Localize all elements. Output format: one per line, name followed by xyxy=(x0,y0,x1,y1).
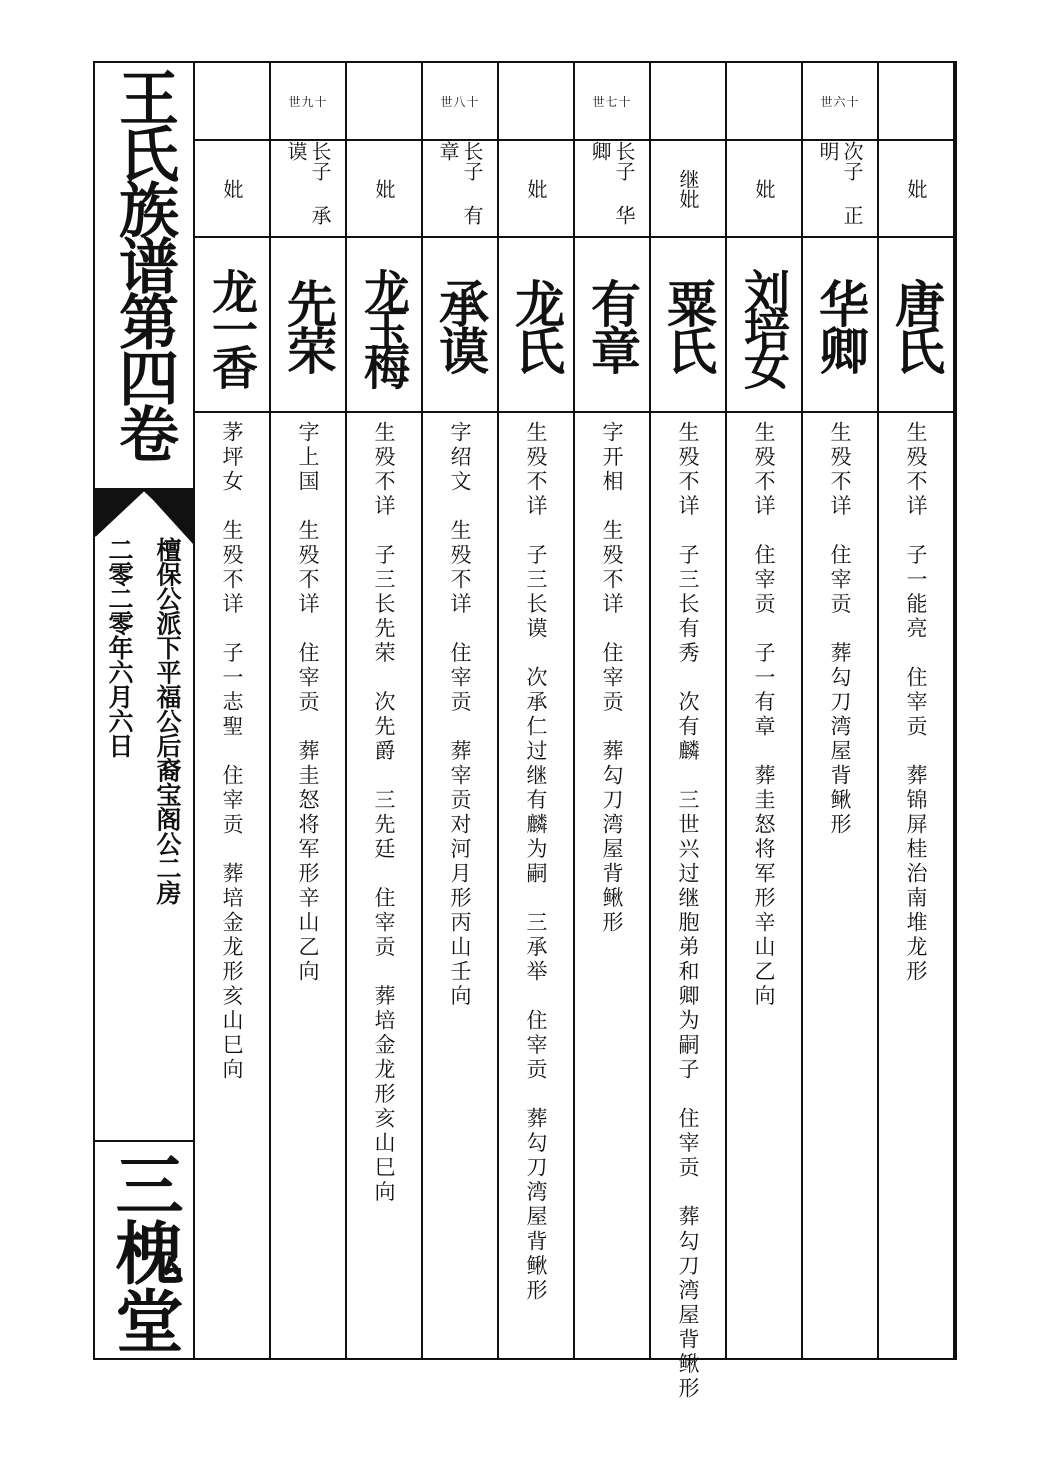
name-cell xyxy=(195,238,269,413)
relation-label: 继妣 xyxy=(676,168,700,209)
relation-cell xyxy=(347,141,421,238)
detail-cell xyxy=(727,413,801,1358)
detail-cell xyxy=(651,413,725,1401)
relation-label: 妣 xyxy=(524,178,548,199)
person-column xyxy=(423,63,499,1358)
generation-label: 世八十 xyxy=(440,94,480,109)
detail-text: 生殁不详 子三长谟 次承仁过继有麟为嗣 三承举 住宰贡 葬勾刀湾屋 xyxy=(524,421,548,1230)
generation-cell xyxy=(651,63,725,141)
relation-label: 次子 正明 xyxy=(816,141,864,225)
generation-cell xyxy=(423,63,497,141)
branch-lineage-text: 檀保公派下平福公后裔宝阁公二房 xyxy=(153,537,182,905)
detail-text: 背鳅形 xyxy=(524,1229,548,1303)
name-cell xyxy=(879,238,953,413)
relation-cell xyxy=(195,141,269,238)
detail-text: 生殁不详 子一能亮 住宰贡 葬锦屏桂治南堆龙形 xyxy=(904,421,928,985)
name-cell xyxy=(423,238,497,413)
generation-label: 世九十 xyxy=(288,94,328,109)
book-title xyxy=(95,63,193,488)
name-cell xyxy=(803,238,877,413)
generation-cell xyxy=(271,63,345,141)
generation-cell xyxy=(879,63,953,141)
person-name: 粟氏 xyxy=(659,277,718,372)
detail-cell xyxy=(423,413,497,1358)
compile-date-text: 二零二零年六月六日 xyxy=(105,537,134,758)
detail-text: 生殁不详 住宰贡 子一有章 葬圭怒将军形辛山乙向 xyxy=(752,421,776,1009)
relation-cell xyxy=(879,141,953,238)
detail-text: 生殁不详 子三长有秀 次有麟 三世兴过继胞弟和卿为嗣子 住宰贡 葬 xyxy=(676,421,700,1230)
generation-cell xyxy=(499,63,573,141)
person-name: 先荣 xyxy=(279,277,338,372)
person-column xyxy=(879,63,955,1358)
name-cell xyxy=(347,238,421,413)
relation-label: 妣 xyxy=(752,178,776,199)
person-column xyxy=(651,63,727,1401)
person-column xyxy=(803,63,879,1358)
detail-text: 茅坪女 生殁不详 子一志聖 住宰贡 葬培金龙形亥山巳向 xyxy=(220,421,244,1083)
generation-cell xyxy=(347,63,421,141)
generation-cell xyxy=(195,63,269,141)
banner-chevron-icon xyxy=(95,490,193,544)
name-cell xyxy=(499,238,573,413)
detail-cell xyxy=(575,413,649,1358)
relation-cell xyxy=(575,141,649,238)
relation-cell xyxy=(499,141,573,238)
detail-cell xyxy=(347,413,421,1358)
generation-cell xyxy=(575,63,649,141)
relation-label: 长子 有章 xyxy=(436,141,484,225)
detail-text: 生殁不详 子三长先荣 次先爵 三先廷 住宰贡 葬培金龙形亥山巳向 xyxy=(372,421,396,1205)
person-name: 唐氏 xyxy=(887,277,946,372)
relation-cell xyxy=(651,141,725,238)
relation-label: 妣 xyxy=(372,178,396,199)
person-name: 龙玉梅 xyxy=(357,267,411,382)
hall-name-box xyxy=(95,1140,193,1360)
detail-text: 字绍文 生殁不详 住宰贡 葬宰贡对河月形丙山壬向 xyxy=(448,421,472,1009)
name-cell xyxy=(575,238,649,413)
name-cell xyxy=(271,238,345,413)
book-title-text: 王氏族谱第四卷 xyxy=(109,67,179,459)
person-column xyxy=(575,63,651,1358)
generation-cell xyxy=(727,63,801,141)
person-name: 刘培女 xyxy=(737,267,791,382)
person-name: 龙一香 xyxy=(205,267,259,382)
name-cell xyxy=(727,238,801,413)
person-column xyxy=(499,63,575,1358)
relation-label: 长子 承谟 xyxy=(284,141,332,225)
relation-label: 妣 xyxy=(904,178,928,199)
person-name: 有章 xyxy=(583,277,642,372)
genealogy-page-frame xyxy=(93,61,957,1401)
person-column xyxy=(271,63,347,1358)
relation-cell xyxy=(423,141,497,238)
name-cell xyxy=(651,238,725,413)
person-name: 华卿 xyxy=(811,277,870,372)
person-name: 龙氏 xyxy=(507,277,566,372)
detail-cell xyxy=(879,413,953,1358)
detail-text: 字开相 生殁不详 住宰贡 葬勾刀湾屋背鳅形 xyxy=(600,421,624,936)
generation-cell xyxy=(803,63,877,141)
generation-label: 世七十 xyxy=(592,94,632,109)
hall-name: 三槐堂 xyxy=(104,1150,184,1354)
detail-cell xyxy=(271,413,345,1358)
relation-cell xyxy=(727,141,801,238)
detail-cell xyxy=(195,413,269,1358)
generation-label: 世六十 xyxy=(820,94,860,109)
detail-cell xyxy=(499,413,573,1358)
person-column xyxy=(195,63,271,1358)
person-column xyxy=(727,63,803,1358)
detail-text: 勾刀湾屋背鳅形 xyxy=(676,1229,700,1401)
relation-cell xyxy=(803,141,877,238)
relation-label: 长子 华卿 xyxy=(588,141,636,225)
title-panel xyxy=(95,63,195,1358)
detail-text: 字上国 生殁不详 住宰贡 葬圭怒将军形辛山乙向 xyxy=(296,421,320,985)
detail-text: 生殁不详 住宰贡 葬勾刀湾屋背鳅形 xyxy=(828,421,852,838)
relation-label: 妣 xyxy=(220,178,244,199)
relation-cell xyxy=(271,141,345,238)
person-name: 承谟 xyxy=(431,277,490,372)
person-column xyxy=(347,63,423,1358)
detail-cell xyxy=(803,413,877,1358)
